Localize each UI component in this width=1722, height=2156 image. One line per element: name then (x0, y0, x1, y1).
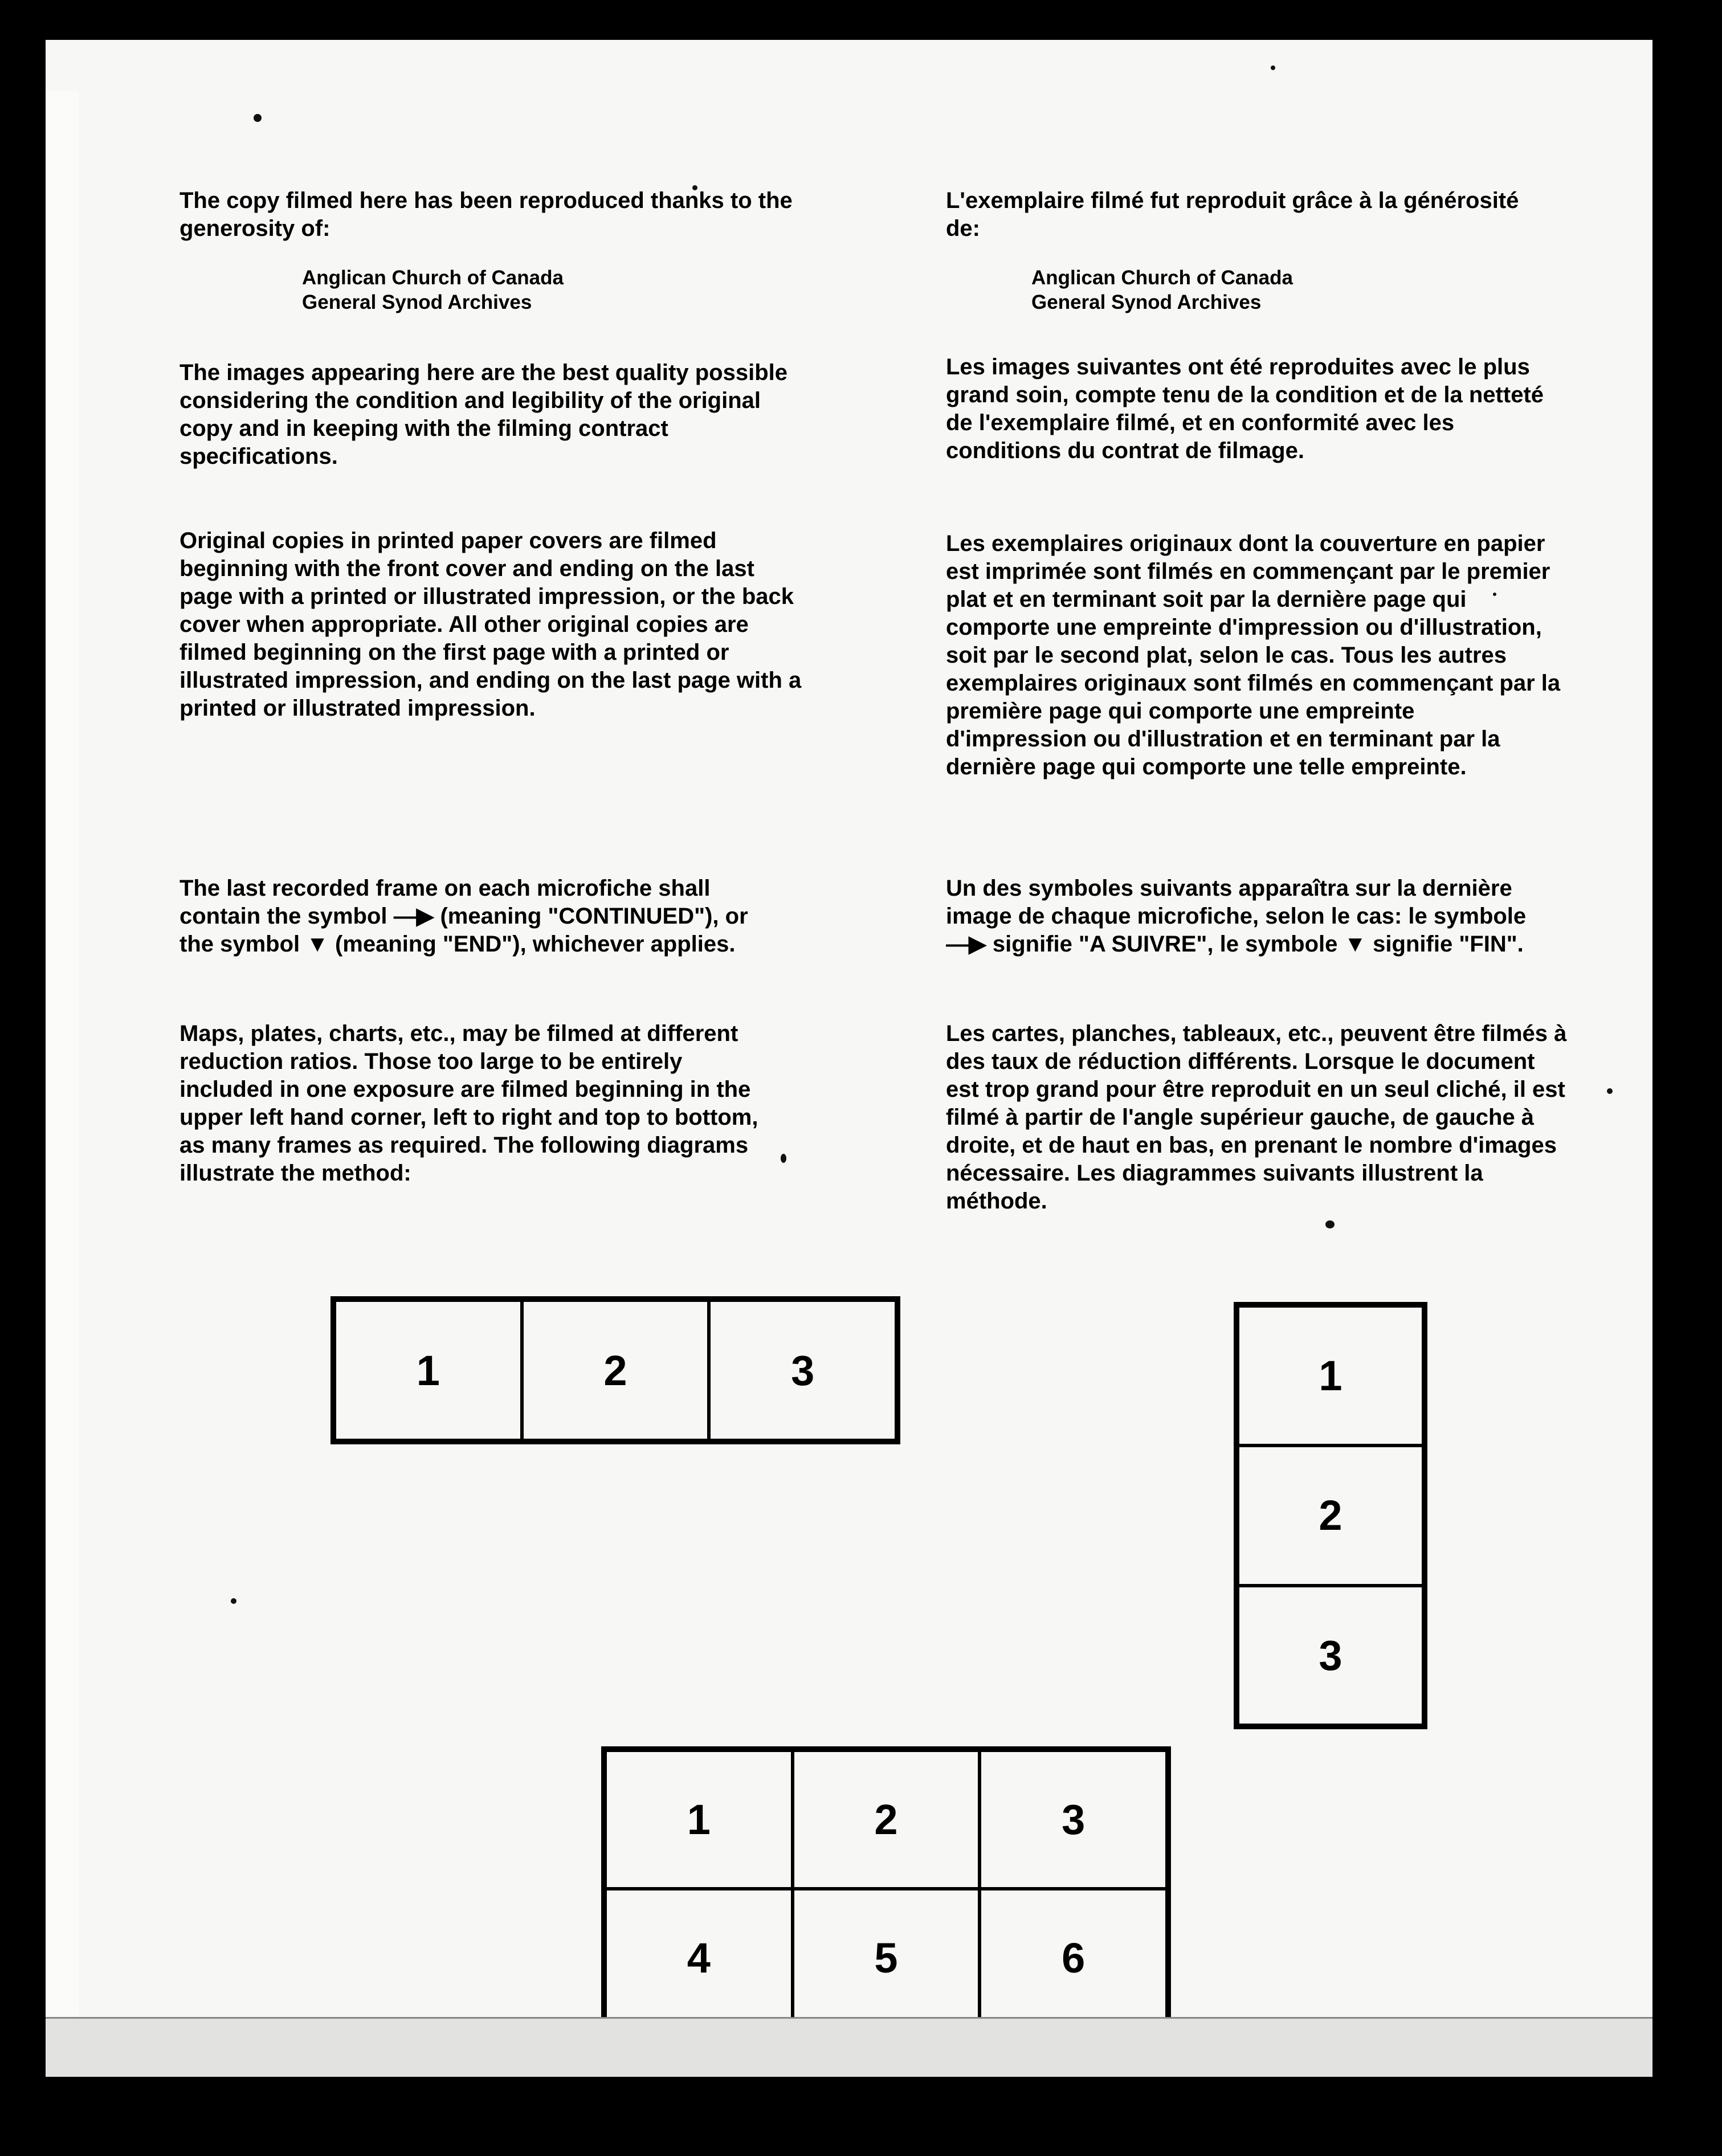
film-edge-band (46, 2017, 1652, 2077)
originals-paragraph: Original copies in printed paper covers are filmed beginning with the front cover and ending on the last page with a printed or illustrated impression, or the back cover when appropriate. All other original copies are filmed beginning on the first page with a printed or illustrated impression, and ending on the last page with a printed or illustrated impression. (179, 528, 802, 721)
frame-cell: 2 (793, 1750, 980, 1889)
dust-speck (1271, 66, 1275, 70)
document-page (46, 40, 1652, 2077)
frame-cell: 1 (1238, 1306, 1423, 1446)
horizontal-frame-diagram (330, 1296, 900, 1444)
intro-text: The copy filmed here has been reproduced thanks to the generosity of: (179, 188, 793, 241)
maps-paragraph: Maps, plates, charts, etc., may be filmed at different reduction ratios. Those too large to be entirely included in one exposure are filmed beginning in the upper left hand corner, left to right and top to bottom, as many frames as required. The following diagrams illustrate the method: (179, 1021, 758, 1186)
intro-text: L'exemplaire filmé fut reproduit grâce à la générosité de: (946, 188, 1519, 241)
frame-cell: 1 (334, 1300, 522, 1440)
dust-speck (1607, 1088, 1613, 1094)
org-name: Anglican Church of Canada (1031, 267, 1293, 289)
frame-cell: 5 (793, 1889, 980, 2027)
org-name: Anglican Church of Canada (302, 267, 564, 289)
frame-cell: 2 (522, 1300, 709, 1440)
maps-paragraph: Les cartes, planches, tableaux, etc., peuvent être filmés à des taux de réduction différents. Lorsque le document est trop grand pour être reproduit en un seul cliché, il est filmé à partir de l'angle supérieur gauche, de gauche à droite, et de haut en bas, en prenant le nombre d'images nécessaire. Les diagrammes suivants illustrent la méthode. (946, 1021, 1567, 1214)
org-subname: General Synod Archives (302, 291, 532, 313)
originals-paragraph: Les exemplaires originaux dont la couverture en papier est imprimée sont filmés en commençant par le premier plat et en terminant soit par la dernière page qui comporte une empreinte d'impression ou d'illustration, soit par le second plat, selon le cas. Tous les autres exemplaires originaux sont filmés en commençant par la première page qui comporte une empreinte d'impression ou d'illustration et en terminant par la dernière page qui comporte une telle empreinte. (946, 531, 1561, 779)
frame-cell: 2 (1238, 1446, 1423, 1585)
page-edge (46, 91, 79, 2077)
dust-speck (781, 1154, 786, 1163)
symbols-paragraph: Un des symboles suivants apparaîtra sur la dernière image de chaque microfiche, selon le cas: le symbole —▶ signifie "A SUIVRE", le symbole ▼ signifie "FIN". (946, 876, 1527, 957)
grid-frame-diagram (601, 1746, 1171, 2031)
quality-paragraph: The images appearing here are the best quality possible considering the condition and legibility of the original copy and in keeping with the filming contract specifications. (179, 360, 787, 469)
frame-cell: 4 (605, 1889, 793, 2027)
dust-speck (254, 114, 262, 122)
vertical-frame-diagram (1234, 1302, 1427, 1729)
dust-speck (1325, 1220, 1335, 1228)
frame-cell: 3 (1238, 1586, 1423, 1725)
frame-cell: 3 (709, 1300, 896, 1440)
frame-cell: 1 (605, 1750, 793, 1889)
dust-speck (231, 1598, 236, 1604)
org-subname: General Synod Archives (1031, 291, 1262, 313)
symbols-paragraph: The last recorded frame on each microfiche shall contain the symbol —▶ (meaning "CONTINUED"), or the symbol ▼ (meaning "END"), whichever applies. (179, 876, 748, 957)
quality-paragraph: Les images suivantes ont été reproduites avec le plus grand soin, compte tenu de la condition et de la netteté de l'exemplaire filmé, et en conformité avec les conditions du contrat de filmage. (946, 354, 1544, 463)
frame-cell: 3 (980, 1750, 1167, 1889)
frame-cell: 6 (980, 1889, 1167, 2027)
